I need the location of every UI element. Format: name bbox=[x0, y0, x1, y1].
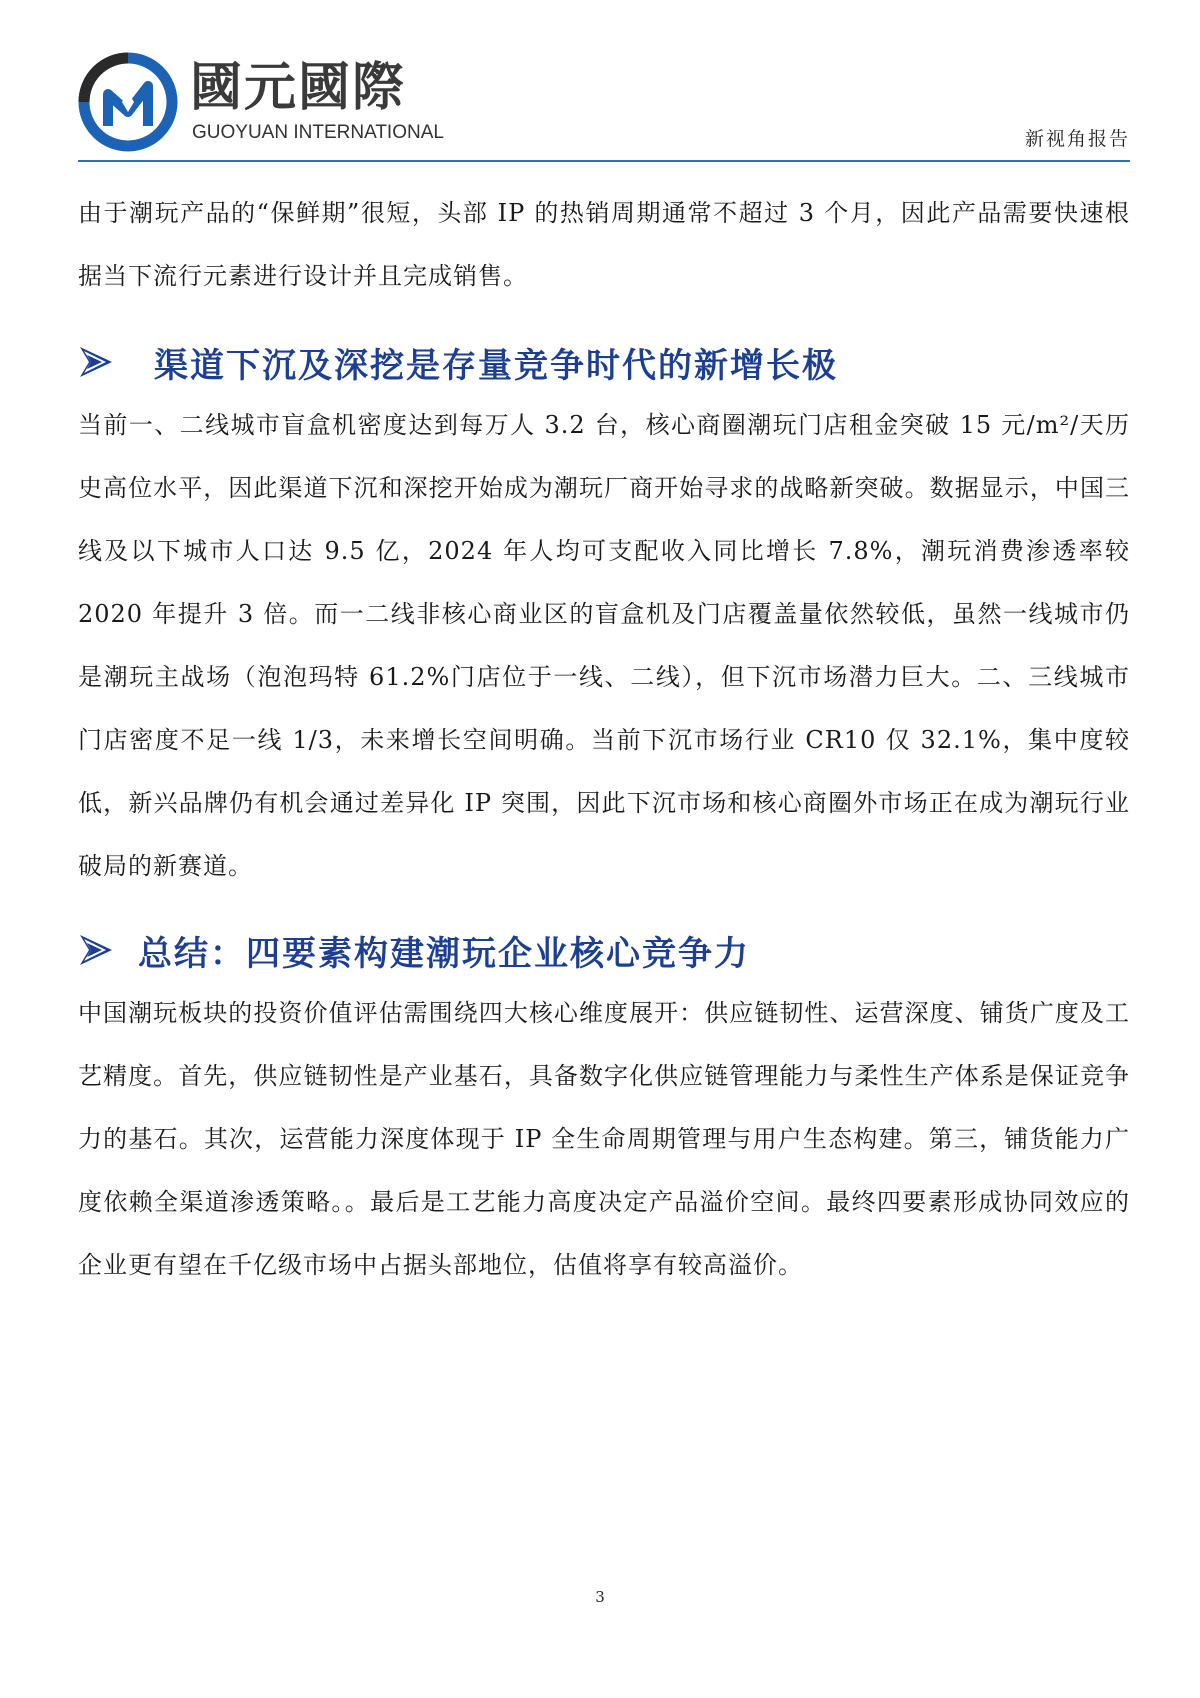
section-heading-summary bbox=[78, 918, 1130, 982]
section-heading-summary-text: 总结：四要素构建潮玩企业核心竞争力 bbox=[138, 933, 750, 974]
header-divider bbox=[78, 160, 1130, 162]
brand-name-chinese: 國元國際 bbox=[190, 58, 407, 118]
report-body bbox=[78, 182, 1130, 1297]
guoyuan-logo-icon bbox=[78, 52, 178, 152]
brand-name-english: GUOYUAN INTERNATIONAL bbox=[192, 122, 444, 143]
arrow-bullet-icon bbox=[78, 933, 114, 967]
page-number: 3 bbox=[595, 1588, 605, 1606]
section-heading-channel bbox=[78, 330, 1130, 394]
intro-paragraph: 由于潮玩产品的“保鲜期”很短，头部 IP 的热销周期通常不超过 3 个月，因此产品需要快速根据当下流行元素进行设计并且完成销售。 bbox=[78, 199, 1130, 290]
page-header bbox=[78, 52, 1130, 162]
summary-paragraph: 中国潮玩板块的投资价值评估需围绕四大核心维度展开：供应链韧性、运营深度、铺货广度及工艺精度。首先，供应链韧性是产业基石，具备数字化供应链管理能力与柔性生产体系是保证竞争力的基石。其次，运营能力深度体现于 IP 全生命周期管理与用户生态构建。第三，铺货能力广度依赖全渠道渗透策略。。最后是工艺能力高度决定产品溢价空间。最终四要素形成协同效应的企业更有望在千亿级市场中占据头部地位，估值将享有较高溢价。 bbox=[78, 999, 1130, 1279]
report-type-label: 新视角报告 bbox=[1024, 128, 1130, 150]
arrow-bullet-icon bbox=[78, 345, 114, 379]
section-heading-channel-text: 渠道下沉及深挖是存量竞争时代的新增长极 bbox=[154, 345, 838, 386]
channel-paragraph: 当前一、二线城市盲盒机密度达到每万人 3.2 台，核心商圈潮玩门店租金突破 15 元/m²/天历史高位水平，因此渠道下沉和深挖开始成为潮玩厂商开始寻求的战略新突破。数据显示，中国三线及以下城市人口达 9.5 亿，2024 年人均可支配收入同比增长 7.8%，潮玩消费渗透率较 2020 年提升 3 倍。而一二线非核心商业区的盲盒机及门店覆盖量依然较低，虽然一线城市仍是潮玩主战场（泡泡玛特 61.2%门店位于一线、二线），但下沉市场潜力巨大。二、三线城市门店密度不足一线 1/3，未来增长空间明确。当前下沉市场行业 CR10 仅 32.1%，集中度较低，新兴品牌仍有机会通过差异化 IP 突围，因此下沉市场和核心商圈外市场正在成为潮玩行业破局的新赛道。 bbox=[78, 411, 1130, 880]
